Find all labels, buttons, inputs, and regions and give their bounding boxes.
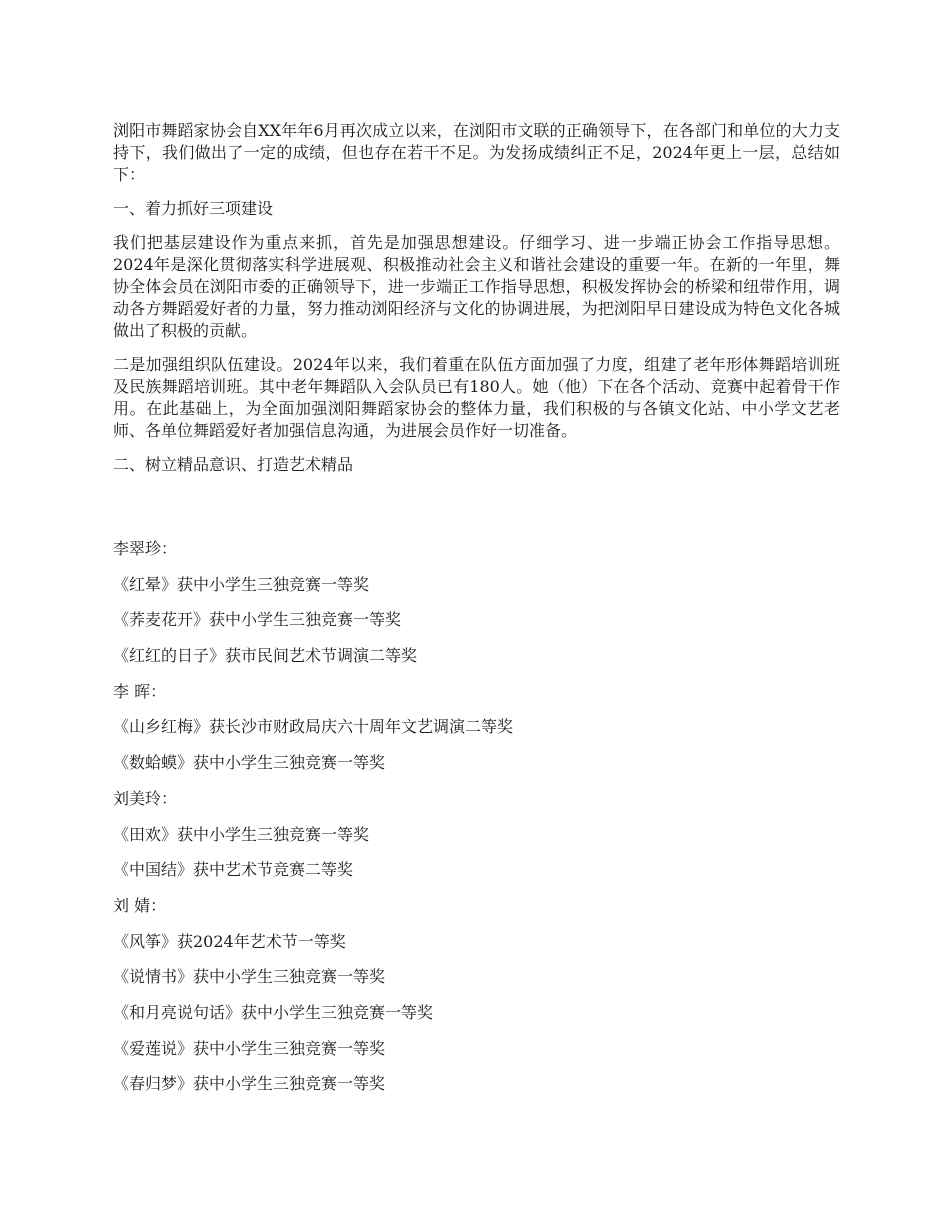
document-body bbox=[113, 120, 840, 1109]
list-item: 李 晖： bbox=[113, 681, 167, 701]
section1-heading: 一、着力抓好三项建设 bbox=[113, 199, 274, 218]
intro-paragraph: 浏阳市舞蹈家协会自XX年年6月再次成立以来，在浏阳市文联的正确领导下，在各部门和单位的大力支持下，我们做出了一定的成绩，但也存在若干不足。为发扬成绩纠正不足，2024年更上一层，总结如下： bbox=[113, 121, 840, 184]
spacer bbox=[113, 488, 840, 538]
list-item: 李翠珍： bbox=[113, 539, 178, 558]
list-item: 《中国结》获中艺术节竞赛二等奖 bbox=[113, 860, 354, 880]
list-item: 《风筝》获2024年艺术节一等奖 bbox=[113, 931, 346, 951]
list-item: 刘美玲： bbox=[113, 788, 178, 808]
section1-paragraph-1: 我们把基层建设作为重点来抓，首先是加强思想建设。仔细学习、进一步端正协会工作指导思想。2024年是深化贯彻落实科学进展观、积极推动社会主义和谐社会建设的重要一年。在新的一年里，舞协全体会员在浏阳市委的正确领导下，进一步端正工作指导思想，积极发挥协会的桥梁和纽带作用，调动各方舞蹈爱好者的力量，努力推动浏阳经济与文化的协调进展，为把浏阳早日建设成为特色文化各城做出了积极的贡献。 bbox=[113, 233, 840, 340]
list-item: 《爱莲说》获中小学生三独竞赛一等奖 bbox=[113, 1038, 386, 1058]
awards-list bbox=[113, 538, 840, 1095]
list-item: 《红晕》获中小学生三独竞赛一等奖 bbox=[113, 574, 370, 594]
section2-heading: 二、树立精品意识、打造艺术精品 bbox=[113, 455, 354, 474]
list-item: 《山乡红梅》获长沙市财政局庆六十周年文艺调演二等奖 bbox=[113, 717, 514, 737]
list-item: 刘 婧： bbox=[113, 895, 167, 915]
list-item: 《红红的日子》获市民间艺术节调演二等奖 bbox=[113, 646, 418, 666]
list-item: 《数蛤蟆》获中小学生三独竞赛一等奖 bbox=[113, 753, 386, 773]
list-item: 《春归梦》获中小学生三独竞赛一等奖 bbox=[113, 1074, 386, 1094]
list-item: 《田欢》获中小学生三独竞赛一等奖 bbox=[113, 824, 370, 844]
list-item: 《说情书》获中小学生三独竞赛一等奖 bbox=[113, 967, 386, 987]
section1-paragraph-2: 二是加强组织队伍建设。2024年以来，我们着重在队伍方面加强了力度，组建了老年形体舞蹈培训班及民族舞蹈培训班。其中老年舞蹈队入会队员已有180人。她（他）下在各个活动、竞赛中起着骨干作用。在此基础上，为全面加强浏阳舞蹈家协会的整体力量，我们积极的与各镇文化站、中小学文艺老师、各单位舞蹈爱好者加强信息沟通，为进展会员作好一切准备。 bbox=[113, 355, 840, 440]
list-item: 《荞麦花开》获中小学生三独竞赛一等奖 bbox=[113, 610, 402, 630]
list-item: 《和月亮说句话》获中小学生三独竞赛一等奖 bbox=[113, 1002, 434, 1022]
